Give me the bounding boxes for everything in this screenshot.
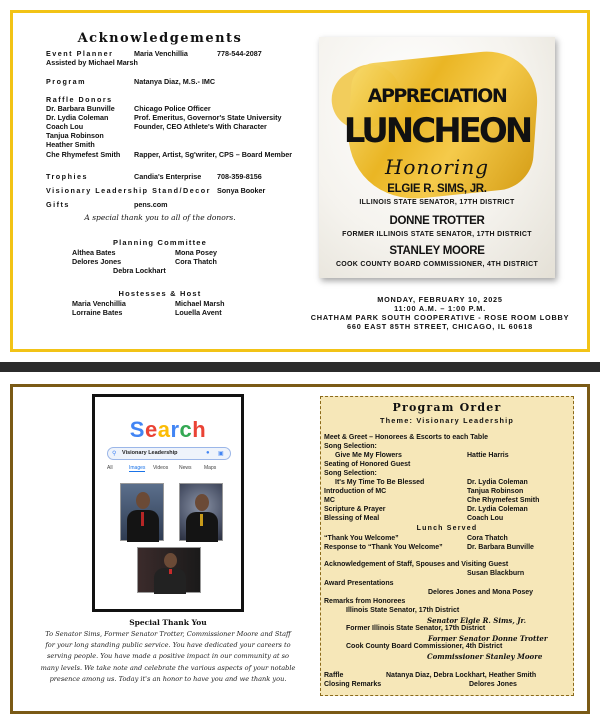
raffle-donors-label: Raffle Donors — [46, 95, 113, 104]
program-item: Illinois State Senator, 17th District — [346, 607, 460, 614]
donor-role: Prof. Emeritus, Governor's State University — [134, 113, 282, 122]
stand-label: Visionary Leadership Stand/Decor — [46, 186, 211, 195]
luncheon-poster — [319, 37, 555, 278]
poster-appreciation: APPRECIATION — [367, 85, 507, 107]
search-box — [107, 447, 231, 460]
search-tabs — [107, 465, 231, 475]
event-time: 11:00 A.M. – 1:00 P.M. — [394, 304, 486, 313]
program-item: Raffle Natanya Diaz, Debra Lockhart, Heather Smith — [324, 672, 537, 679]
committee-member: Delores Jones — [72, 257, 122, 266]
gifts-name: pens.com — [134, 200, 168, 209]
donor-name: Che Rhymefest Smith — [46, 150, 121, 159]
program-item: Senator Elgie R. Sims, Jr. — [427, 616, 527, 625]
honoree-title: COOK COUNTY BOARD COMMISSIONER, 4TH DISTRICT — [335, 261, 539, 268]
program-item: Song Selection: — [324, 443, 377, 450]
program-item: Meet & Greet – Honorees & Escorts to each Table — [324, 434, 489, 441]
program-item: It's My Time To Be Blessed Dr. Lydia Coleman — [335, 479, 528, 486]
donor-name: Dr. Lydia Coleman — [46, 113, 109, 122]
program-label: Program — [46, 77, 87, 86]
search-icon: ⚲ — [112, 451, 117, 457]
donors-thank-you: A special thank you to all of the donors. — [84, 213, 236, 222]
donor-role: Founder, CEO Athlete's With Character — [134, 122, 267, 131]
program-item: Acknowledgement of Staff, Spouses and Visiting Guest — [324, 561, 509, 568]
honoree-photo — [120, 483, 164, 541]
donor-role: Rapper, Artist, Sg'writer, CPS – Board Member — [134, 150, 293, 159]
program-item: Seating of Honored Guest — [324, 461, 411, 468]
program-item: Commissioner Stanley Moore — [427, 652, 543, 661]
program-item: Response to “Thank You Welcome” Dr. Barbara Bunville — [324, 544, 534, 551]
search-collage — [92, 394, 244, 612]
honoree-title: FORMER ILLINOIS STATE SENATOR, 17TH DISTRICT — [342, 231, 532, 238]
honoree-name: DONNE TROTTER — [389, 215, 485, 227]
event-planner-phone: 778-544-2087 — [217, 49, 262, 58]
committee-member: Althea Bates — [72, 248, 116, 257]
committee-member: Debra Lockhart — [113, 266, 166, 275]
donor-name: Coach Lou — [46, 122, 84, 131]
donor-name: Dr. Barbara Bunville — [46, 104, 115, 113]
committee-member: Cora Thatch — [175, 257, 217, 266]
event-planner-name: Maria Venchillia — [134, 49, 188, 58]
program-item: Award Presentations — [324, 580, 394, 587]
honoree-photo — [137, 547, 201, 593]
hostess: Louella Avent — [175, 308, 222, 317]
program-item: Song Selection: — [324, 470, 377, 477]
hostess: Lorraine Bates — [72, 308, 123, 317]
tab-all: All — [107, 465, 113, 471]
trophies-name: Candia's Enterprise — [134, 172, 202, 181]
hostesses-heading: Hostesses & Host — [118, 289, 202, 298]
tab-images: Images — [129, 465, 146, 471]
program-item: Blessing of Meal Coach Lou — [324, 515, 504, 522]
special-thank-you-heading: Special Thank You — [129, 618, 207, 627]
program-page — [0, 372, 600, 714]
program-order-box — [320, 396, 574, 696]
search-query: Visionary Leadership — [122, 450, 178, 456]
program-item: Susan Blackburn — [467, 570, 525, 577]
event-address: 660 EAST 85TH STREET, CHICAGO, IL 60618 — [347, 322, 533, 331]
program-item: Cook County Board Commissioner, 4th District — [346, 643, 503, 650]
assisted-by: Assisted by Michael Marsh — [46, 58, 138, 67]
acknowledgements-title: Acknowledgements — [77, 31, 243, 46]
stand-name: Sonya Booker — [217, 186, 266, 195]
program-name: Natanya Diaz, M.S.- IMC — [134, 77, 216, 86]
program-item: Remarks from Honorees — [324, 598, 406, 605]
program-item: Former Illinois State Senator, 17th District — [346, 625, 486, 632]
tab-news: News — [179, 465, 192, 471]
event-date: MONDAY, FEBRUARY 10, 2025 — [377, 295, 503, 304]
program-order-title: Program Order — [392, 401, 502, 414]
donor-role: Chicago Police Officer — [134, 104, 211, 113]
hostess: Michael Marsh — [175, 299, 225, 308]
program-item: Former Senator Donne Trotter — [428, 634, 548, 643]
mic-icon: ● — [206, 450, 210, 456]
lunch-served: Lunch Served — [416, 525, 478, 532]
honoree-photo — [179, 483, 223, 541]
donor-name: Heather Smith — [46, 140, 95, 149]
poster-honoring: Honoring — [384, 155, 490, 179]
hostess: Maria Venchillia — [72, 299, 126, 308]
search-logo: Search — [129, 417, 207, 442]
trophies-phone: 708-359-8156 — [217, 172, 262, 181]
program-item: Delores Jones and Mona Posey — [428, 589, 534, 596]
special-thank-you-text: To Senator Sims, Former Senator Trotter, Commissioner Moore and Staff for your long standing public service. You have dedicated your careers to serving people. You have made a positive impact in our community at so many levels. We take note and celebrate the various aspects of your notable presence among us. Today it's an honor to have you and we thank you. — [40, 630, 296, 683]
honoree-name: ELGIE R. SIMS, JR. — [387, 183, 487, 195]
event-planner-label: Event Planner — [46, 49, 114, 58]
tab-videos: Videos — [153, 465, 169, 471]
tab-maps: Maps — [204, 465, 217, 471]
honoree-title: ILLINOIS STATE SENATOR, 17TH DISTRICT — [359, 199, 515, 206]
program-item: Give Me My Flowers Hattie Harris — [335, 452, 509, 459]
program-item: Closing Remarks Delores Jones — [324, 681, 517, 688]
program-item: Scripture & Prayer Dr. Lydia Coleman — [324, 506, 528, 513]
gifts-label: Gifts — [46, 200, 70, 209]
camera-icon: ▣ — [218, 451, 224, 457]
program-item: “Thank You Welcome” Cora Thatch — [324, 535, 508, 542]
trophies-label: Trophies — [46, 172, 88, 181]
program-item: Introduction of MC Tanjua Robinson — [324, 488, 524, 495]
program-item: MC Che Rhymefest Smith — [324, 497, 540, 504]
planning-committee-heading: Planning Committee — [112, 238, 208, 247]
program-theme: Theme: Visionary Leadership — [379, 416, 515, 425]
donor-name: Tanjua Robinson — [46, 131, 104, 140]
honoree-name: STANLEY MOORE — [389, 245, 485, 257]
event-venue: CHATHAM PARK SOUTH COOPERATIVE - ROSE ROOM LOBBY — [310, 313, 570, 322]
committee-member: Mona Posey — [175, 248, 217, 257]
poster-luncheon: LUNCHEON — [343, 111, 531, 151]
